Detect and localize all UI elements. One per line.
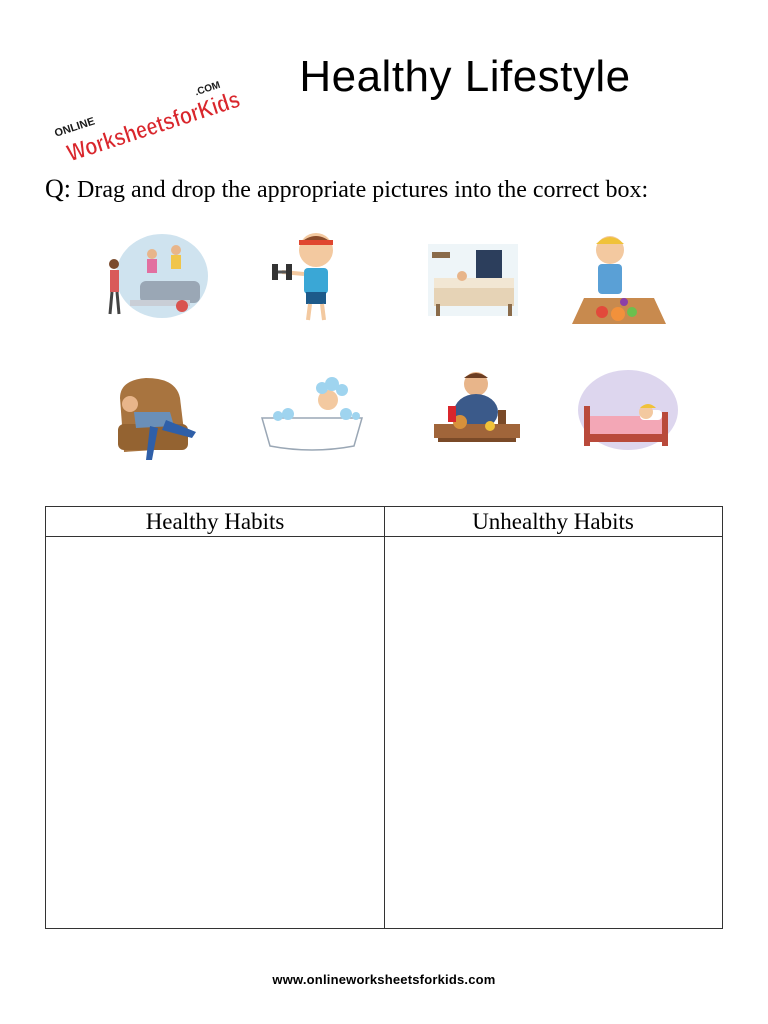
sorting-table bbox=[45, 506, 723, 929]
question-text: Drag and drop the appropriate pictures into the correct box: bbox=[77, 177, 649, 203]
unhealthy-habits-drop-zone[interactable] bbox=[385, 538, 722, 928]
dumbbell-boy-picture[interactable] bbox=[258, 226, 368, 326]
sleeping-in-bedroom-picture[interactable] bbox=[418, 230, 528, 330]
svg-text:.COM: .COM bbox=[193, 79, 222, 99]
junk-food-man-picture[interactable] bbox=[420, 366, 530, 466]
playing-kids-picture[interactable] bbox=[100, 226, 210, 326]
girl-sleeping-picture[interactable] bbox=[570, 368, 680, 468]
healthy-habits-header: Healthy Habits bbox=[145, 509, 285, 534]
question-prompt bbox=[45, 174, 648, 204]
boy-eating-fruits-picture[interactable] bbox=[562, 228, 672, 328]
unhealthy-habits-header: Unhealthy Habits bbox=[472, 509, 634, 534]
svg-text:WorksheetsforKids: WorksheetsforKids bbox=[63, 73, 250, 168]
svg-text:ONLINE: ONLINE bbox=[53, 115, 97, 140]
lazy-man-armchair-picture[interactable] bbox=[100, 368, 210, 468]
footer-url: www.onlineworksheetsforkids.com bbox=[272, 972, 496, 987]
bubble-bath-picture[interactable] bbox=[258, 368, 368, 468]
healthy-habits-drop-zone[interactable] bbox=[46, 538, 383, 928]
worksheets-logo bbox=[40, 40, 250, 170]
question-prefix: Q: bbox=[45, 174, 71, 203]
page-title: Healthy Lifestyle bbox=[299, 52, 631, 101]
